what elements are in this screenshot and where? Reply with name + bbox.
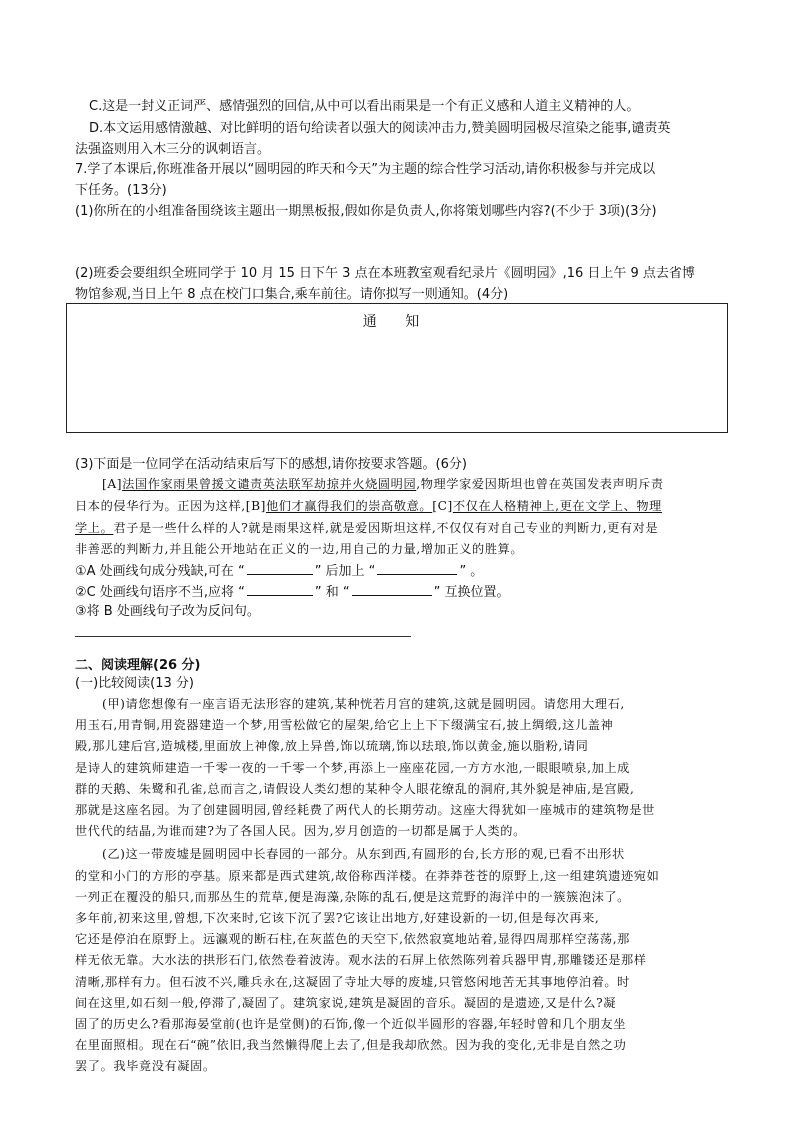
reading-line: 样无依无靠。大水法的拱形石门,依然卷着波涛。观水法的石屏上依然陈列着兵器甲胄,那雕镂还是那样 bbox=[75, 953, 647, 968]
answer-2 bbox=[75, 583, 510, 602]
question-7-line-2: 下任务。(13分) bbox=[75, 183, 167, 198]
reading-line: 多年前,初来这里,曾想,下次来时,它该下沉了罢?它该让出地方,好建设新的一切,但是每次再来, bbox=[75, 911, 600, 925]
option-c: C.这是一封义正词严、感情强烈的回信,从中可以看出雨果是一个有正义感和人道主义精神的人。 bbox=[89, 99, 640, 114]
reading-line: 在里面照相。现在石“碗”依旧,我当然懒得爬上去了,但是我却欣然。因为我的变化,无非是自然之功 bbox=[75, 1038, 627, 1053]
reading-line: 用玉石,用青铜,用瓷器建造一个梦,用雪松做它的屋架,给它上上下下缀满宝石,披上绸缎,这儿盖神 bbox=[75, 718, 614, 733]
underlined-sentence-a: 法国作家雨果曾援文谴责英法联军劫掠并火烧圆明园 bbox=[122, 477, 417, 491]
underlined-sentence-c-end: 学上。 bbox=[75, 521, 114, 535]
reading-line: 世代代的结晶,为谁而建?为了各国人民。因为,岁月创造的一切都是属于人类的。 bbox=[75, 824, 526, 839]
answer-3: ③将 B 处画线句子改为反问句。 bbox=[75, 604, 260, 619]
answer-2-text: ②C 处画线句语序不当,应将 “ bbox=[75, 585, 245, 600]
answer-1 bbox=[75, 562, 483, 581]
answer-2-text: ” 互换位置。 bbox=[433, 585, 510, 600]
reading-line: 群的天鹅、朱鹭和孔雀,总而言之,请假设人类幻想的某种令人眼花缭乱的洞府,其外貌是神庙,是宫殿, bbox=[75, 781, 635, 796]
reading-line: 清晰,那样有力。但石波不兴,雕兵永在,这凝固了寺址大辱的废墟,只管悠闲地苦无其事地停泊着。时 bbox=[75, 974, 630, 989]
reading-line: 固了的历史么?看那海晏堂前(也许是堂侧)的石饰,像一个近似半圆形的容器,年轻时曾和几个朋友坐 bbox=[75, 1017, 627, 1031]
answer-2-blank-1[interactable] bbox=[247, 583, 313, 596]
reading-line: 间在这里,如石刻一般,停滞了,凝固了。建筑家说,建筑是凝固的音乐。凝固的是遗迹,又是什么?凝 bbox=[75, 995, 617, 1010]
passage-line-4: 非善恶的判断力,并且能公开地站在正义的一边,用自己的力量,增加正义的胜算。 bbox=[75, 542, 524, 556]
passage-line-1 bbox=[102, 475, 664, 493]
answer-1-text: ” 后加上 “ bbox=[314, 564, 376, 579]
passage-line-2 bbox=[75, 497, 662, 515]
reading-line: 那就是这座名园。为了创建圆明园,曾经耗费了两代人的长期劳动。这座大得犹如一座城市的建筑物是世 bbox=[75, 803, 655, 817]
reading-line: 殿,那儿建后宫,造城楼,里面放上神像,放上异兽,饰以琉璃,饰以珐琅,饰以黄金,施以脂粉,请同 bbox=[75, 739, 589, 754]
passage-text: 君子是一些什么样的人?就是雨果这样,就是爱因斯坦这样,不仅仅有对自己专业的判断力,更有对是 bbox=[113, 521, 659, 535]
reading-line: (乙)这一带废墟是圆明园中长春园的一部分。从东到西,有圆形的台,长方形的观,已看不出形状 bbox=[102, 847, 625, 862]
question-7-sub-2-line-2: 物馆参观,当日上午 8 点在校门口集合,乘车前往。请你拟写一则通知。(4分) bbox=[75, 287, 509, 302]
question-7-line-1: 7.学了本课后,你班准备开展以“圆明园的昨天和今天”为主题的综合性学习活动,请你积极参与并完成以 bbox=[75, 162, 656, 177]
reading-line: 是诗人的建筑师建造一千零一夜的一千零一个梦,再添上一座座花园,一方方水池,一眼眼喷泉,加上成 bbox=[75, 760, 630, 775]
passage-text: ,物理学家爱因斯坦也曾在英国发表声明斥责 bbox=[416, 477, 664, 491]
answer-1-blank-1[interactable] bbox=[247, 562, 313, 575]
underlined-sentence-c: 不仅在人格精神上,更在文学上、物理 bbox=[452, 499, 662, 513]
reading-line: (甲)请您想像有一座言语无法形容的建筑,某种恍若月宫的建筑,这就是圆明园。请您用大理石, bbox=[102, 697, 625, 711]
notice-title: 通 知 bbox=[362, 314, 432, 330]
question-7-sub-2-line-1: (2)班委会要组织全班同学于 10 月 15 日下午 3 点在本班教室观看纪录片《圆明园》,16 日上午 9 点去省博 bbox=[75, 266, 695, 281]
section-2-subheading: (一)比较阅读(13 分) bbox=[75, 676, 194, 691]
marker-c: [C] bbox=[432, 499, 453, 513]
answer-2-text: ” 和 “ bbox=[314, 585, 350, 600]
passage-text: 日本的侵华行为。正因为这样,[B] bbox=[75, 499, 266, 513]
answer-1-text: ” 。 bbox=[459, 564, 484, 579]
question-7-sub-1: (1)你所在的小组准备围绕该主题出一期黑板报,假如你是负责人,你将策划哪些内容?(不少于 3项)(3分) bbox=[75, 204, 657, 219]
question-7-sub-3: (3)下面是一位同学在活动结束后写下的感想,请你按要求答题。(6分) bbox=[75, 457, 467, 472]
reading-line: 一列正在覆没的船只,而那丛生的荒草,便是海藻,杂陈的乱石,便是这荒野的海洋中的一簇簇泡沫了。 bbox=[75, 889, 630, 904]
notice-answer-box[interactable] bbox=[66, 303, 728, 433]
section-2-heading: 二、阅读理解(26 分) bbox=[75, 658, 201, 673]
option-d-line-1: D.本文运用感情激越、对比鲜明的语句给读者以强大的阅读冲击力,赞美圆明园极尽渲染之能事,谴责英 bbox=[89, 121, 671, 136]
passage-line-3 bbox=[75, 519, 658, 537]
reading-line: 它还是停泊在原野上。远瀛观的断石柱,在灰蓝色的天空下,依然寂寞地站着,显得四周那样空荡荡,那 bbox=[75, 932, 630, 947]
reading-line: 罢了。我毕竟没有凝固。 bbox=[75, 1059, 216, 1074]
answer-line[interactable] bbox=[75, 636, 411, 637]
answer-2-blank-2[interactable] bbox=[352, 583, 432, 596]
reading-line: 的堂和小门的方形的亭基。原来都是西式建筑,故俗称西洋楼。在莽莽苍苍的原野上,这一组建筑遗迹宛如 bbox=[75, 868, 660, 883]
marker-a: [A] bbox=[102, 477, 123, 491]
option-d-line-2: 法强盗则用入木三分的讽刺语言。 bbox=[75, 142, 271, 157]
underlined-sentence-b: 他们才赢得我们的崇高敬意。 bbox=[265, 499, 433, 513]
answer-1-blank-2[interactable] bbox=[377, 562, 457, 575]
answer-1-text: ①A 处画线句成分残缺,可在 “ bbox=[75, 564, 245, 579]
